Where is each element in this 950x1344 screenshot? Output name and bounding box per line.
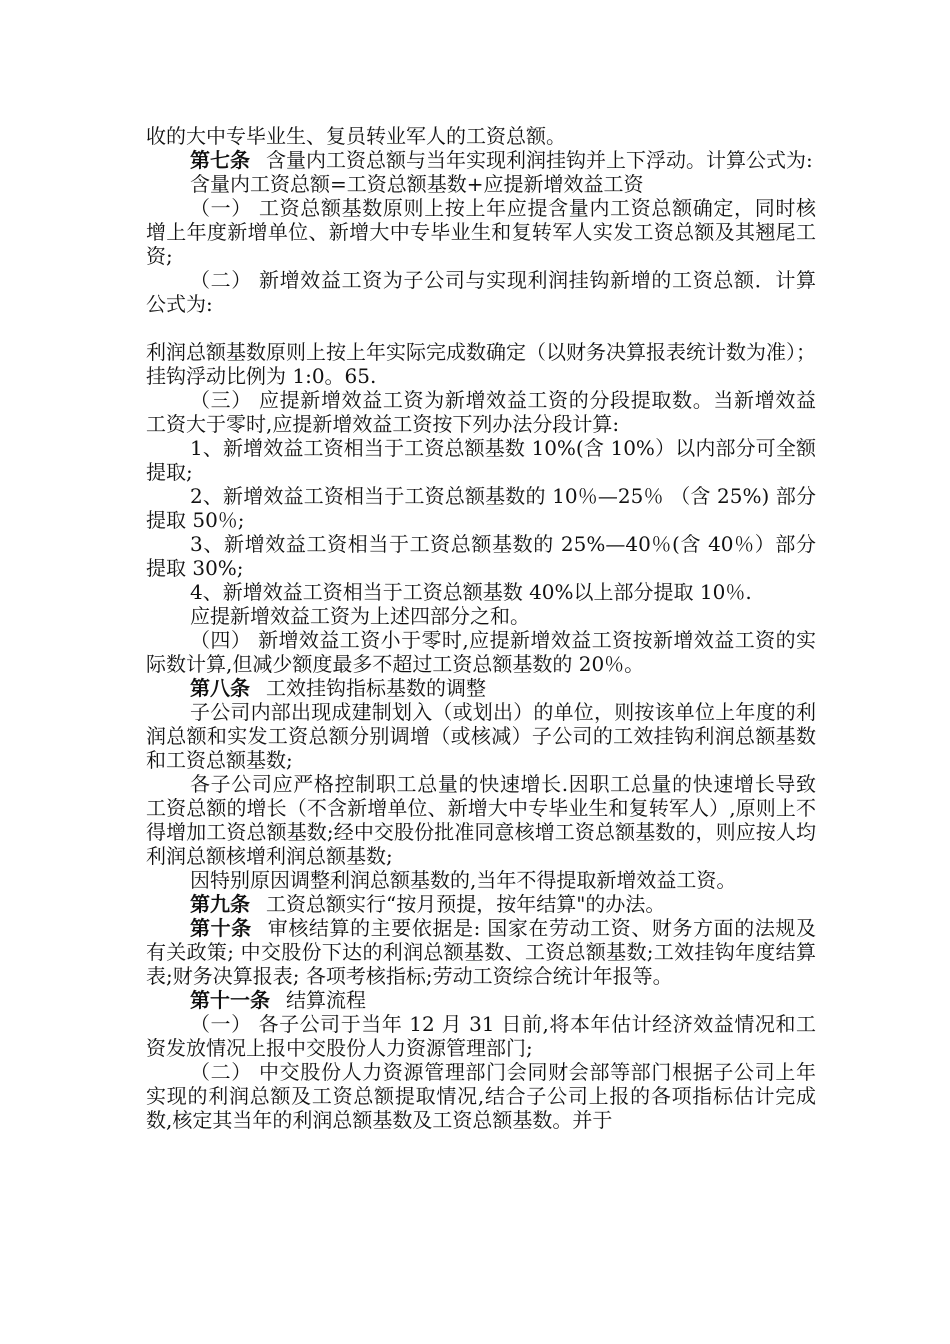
article-heading: 第十条: [190, 916, 252, 940]
paragraph: [146, 604, 816, 628]
paragraph-text: 审核结算的主要依据是: 国家在劳动工资、财务方面的法规及有关政策; 中交股份下达的利润总额基数、工资总额基数;工效挂钩年度结算表;财务决算报表; 各项考核指标;劳动工资综合统计年报等。: [146, 916, 816, 988]
paragraph-text: 因特别原因调整利润总额基数的,当年不得提取新增效益工资。: [190, 868, 737, 892]
paragraph: [146, 580, 816, 604]
paragraph: [146, 700, 816, 772]
paragraph: [146, 988, 816, 1012]
paragraph: [146, 172, 816, 196]
paragraph-text: 含量内工资总额与当年实现利润挂钩并上下浮动。计算公式为:: [266, 148, 813, 172]
paragraph: [146, 268, 816, 316]
paragraph: [146, 340, 816, 388]
paragraph-text: （一） 工资总额基数原则上按上年应提含量内工资总额确定，同时核增上年度新增单位、新增大中专毕业生和复转军人实发工资总额及其翘尾工资;: [146, 196, 816, 268]
paragraph-text: （四） 新增效益工资小于零时,应提新增效益工资按新增效益工资的实际数计算,但减少额度最多不超过工资总额基数的 20％。: [146, 628, 816, 676]
paragraph-text: （三） 应提新增效益工资为新增效益工资的分段提取数。当新增效益工资大于零时,应提新增效益工资按下列办法分段计算:: [146, 388, 816, 436]
paragraph: [146, 892, 816, 916]
paragraph-text: 各子公司应严格控制职工总量的快速增长.因职工总量的快速增长导致工资总额的增长（不含新增单位、新增大中专毕业生和复转军人）,原则上不得增加工资总额基数;经中交股份批准同意核增工资总额基数的，则应按人均利润总额核增利润总额基数;: [146, 772, 816, 868]
paragraph: [146, 628, 816, 676]
paragraph-text: 工效挂钩指标基数的调整: [266, 676, 486, 700]
paragraph: [146, 148, 816, 172]
paragraph: [146, 388, 816, 436]
paragraph: [146, 484, 816, 532]
paragraph: [146, 124, 816, 148]
article-heading: 第九条: [190, 892, 250, 916]
paragraph-text: 1、新增效益工资相当于工资总额基数 10%(含 10%）以内部分可全额提取;: [146, 436, 816, 484]
paragraph: [146, 676, 816, 700]
paragraph: [146, 772, 816, 868]
paragraph-text: 应提新增效益工资为上述四部分之和。: [190, 604, 530, 628]
paragraph-text: 收的大中专毕业生、复员转业军人的工资总额。: [146, 124, 566, 148]
paragraph-text: 结算流程: [286, 988, 366, 1012]
paragraph-text: 3、新增效益工资相当于工资总额基数的 25%—40％(含 40％）部分提取 30%;: [146, 532, 816, 580]
paragraph: [146, 532, 816, 580]
paragraph: [146, 868, 816, 892]
paragraph: [146, 196, 816, 268]
paragraph-text: 利润总额基数原则上按上年实际完成数确定（以财务决算报表统计数为准）； 挂钩浮动比例为 1:0。65.: [146, 340, 816, 388]
paragraph-text: 子公司内部出现成建制划入（或划出）的单位，则按该单位上年度的利润总额和实发工资总额分别调增（或核减）子公司的工效挂钩利润总额基数和工资总额基数;: [146, 700, 816, 772]
paragraph-text: （二） 中交股份人力资源管理部门会同财会部等部门根据子公司上年实现的利润总额及工资总额提取情况,结合子公司上报的各项指标估计完成数,核定其当年的利润总额基数及工资总额基数。并于: [146, 1060, 816, 1132]
document-page: [146, 124, 816, 1132]
paragraph: [146, 436, 816, 484]
paragraph-text: （一） 各子公司于当年 12 月 31 日前,将本年估计经济效益情况和工资发放情况上报中交股份人力资源管理部门;: [146, 1012, 816, 1060]
article-heading: 第八条: [190, 676, 250, 700]
paragraph-text: 含量内工资总额=工资总额基数+应提新增效益工资: [190, 172, 644, 196]
paragraph-text: 4、新增效益工资相当于工资总额基数 40%以上部分提取 10％.: [190, 580, 752, 604]
article-heading: 第十一条: [190, 988, 270, 1012]
paragraph-text: 2、新增效益工资相当于工资总额基数的 10％—25％ （含 25%) 部分提取 50％;: [146, 484, 816, 532]
paragraph: [146, 1060, 816, 1132]
paragraph-text: 工资总额实行“按月预提，按年结算"的办法。: [266, 892, 666, 916]
paragraph: [146, 1012, 816, 1060]
paragraph-text: （二） 新增效益工资为子公司与实现利润挂钩新增的工资总额．计算公式为:: [146, 268, 816, 316]
paragraph: [146, 916, 816, 988]
article-heading: 第七条: [190, 148, 250, 172]
